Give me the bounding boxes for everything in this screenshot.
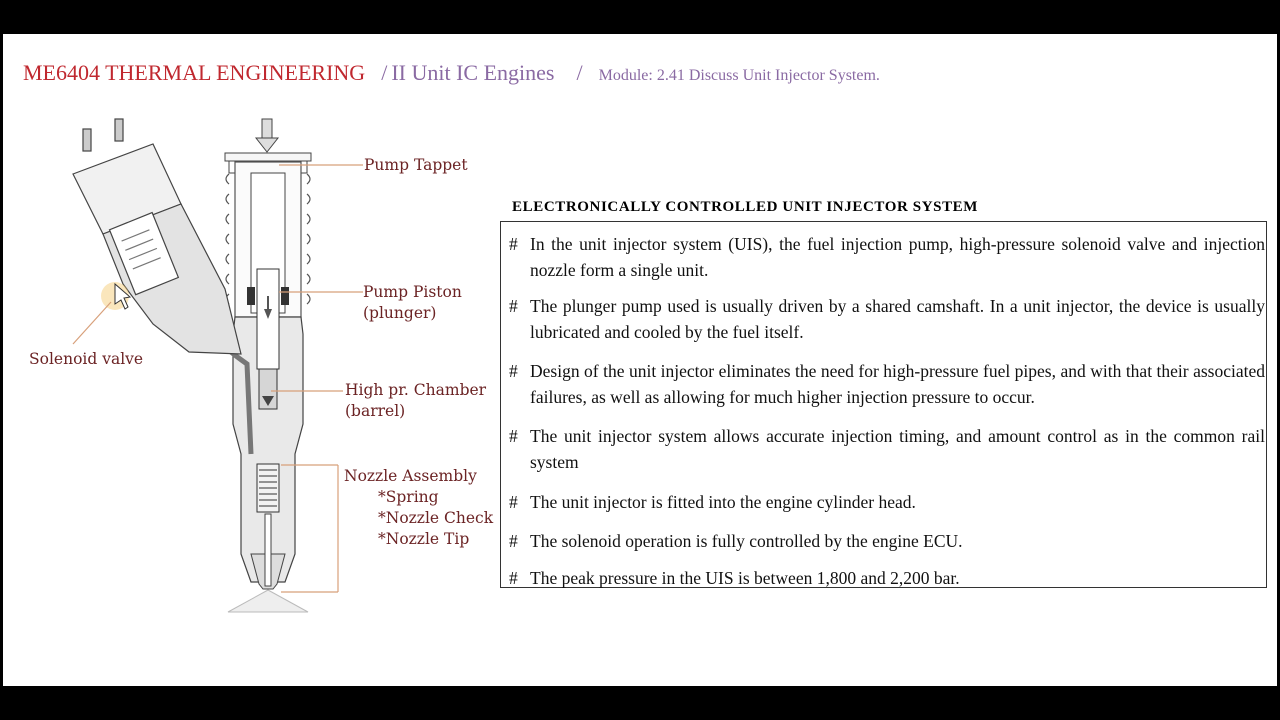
solenoid-unit xyxy=(73,119,241,354)
bullet-point xyxy=(509,489,1265,515)
bullet-point xyxy=(509,231,1265,283)
bullet-text: In the unit injector system (UIS), the fuel injection pump, high-pressure solenoid valve and injection nozzle form a single unit. xyxy=(530,234,1265,280)
bullet-point xyxy=(509,358,1265,410)
system-title: ELECTRONICALLY CONTROLLED UNIT INJECTOR SYSTEM xyxy=(512,199,979,215)
bullet-hash: # xyxy=(509,361,518,381)
label-nozzle-tip: *Nozzle Tip xyxy=(378,530,470,548)
fuel-spray xyxy=(228,590,308,612)
tappet-cap xyxy=(225,153,311,161)
bullet-hash: # xyxy=(509,234,518,254)
course-title: ME6404 THERMAL ENGINEERING xyxy=(23,60,366,85)
unit-title: II Unit IC Engines xyxy=(391,60,555,85)
bullet-text: The unit injector system allows accurate injection timing, and amount control as in the common rail system xyxy=(530,426,1265,472)
bullet-text: The unit injector is fitted into the engine cylinder head. xyxy=(530,492,916,512)
label-solenoid-valve: Solenoid valve xyxy=(29,350,144,368)
bullet-hash: # xyxy=(509,492,518,512)
label-pump-piston: Pump Piston xyxy=(363,283,462,301)
bullet-point xyxy=(509,565,1265,591)
nozzle-spring xyxy=(257,464,279,512)
label-high-pressure-chamber: High pr. Chamber xyxy=(345,381,487,399)
label-pump-tappet: Pump Tappet xyxy=(364,156,468,174)
bullet-hash: # xyxy=(509,568,518,588)
bullet-point xyxy=(509,423,1265,475)
bullet-hash: # xyxy=(509,531,518,551)
bullet-text: The solenoid operation is fully controlled by the engine ECU. xyxy=(530,531,963,551)
module-title: Module: 2.41 Discuss Unit Injector System. xyxy=(598,67,880,84)
bullet-text: Design of the unit injector eliminates the need for high-pressure fuel pipes, and with that their associated failures, as well as allowing for much higher injection pressure to occur. xyxy=(530,361,1265,407)
label-spring: *Spring xyxy=(378,488,439,506)
bullet-hash: # xyxy=(509,426,518,446)
bullet-point xyxy=(509,293,1265,345)
label-nozzle-check: *Nozzle Check xyxy=(378,509,494,527)
bullet-hash: # xyxy=(509,296,518,316)
label-nozzle-assembly: Nozzle Assembly xyxy=(344,467,477,485)
label-plunger: (plunger) xyxy=(363,304,437,322)
breadcrumb-separator: / xyxy=(381,60,388,85)
label-barrel: (barrel) xyxy=(345,402,406,420)
breadcrumb-separator: / xyxy=(576,60,583,85)
slide xyxy=(3,34,1277,686)
bullet-text: The plunger pump used is usually driven by a shared camshaft. In a unit injector, the device is usually lubricated and cooled by the fuel itself. xyxy=(530,296,1265,342)
bullet-point xyxy=(509,528,1265,554)
tappet-force-arrow xyxy=(256,119,278,152)
bullet-text: The peak pressure in the UIS is between 1,800 and 2,200 bar. xyxy=(530,568,960,588)
description-box xyxy=(500,221,1267,588)
